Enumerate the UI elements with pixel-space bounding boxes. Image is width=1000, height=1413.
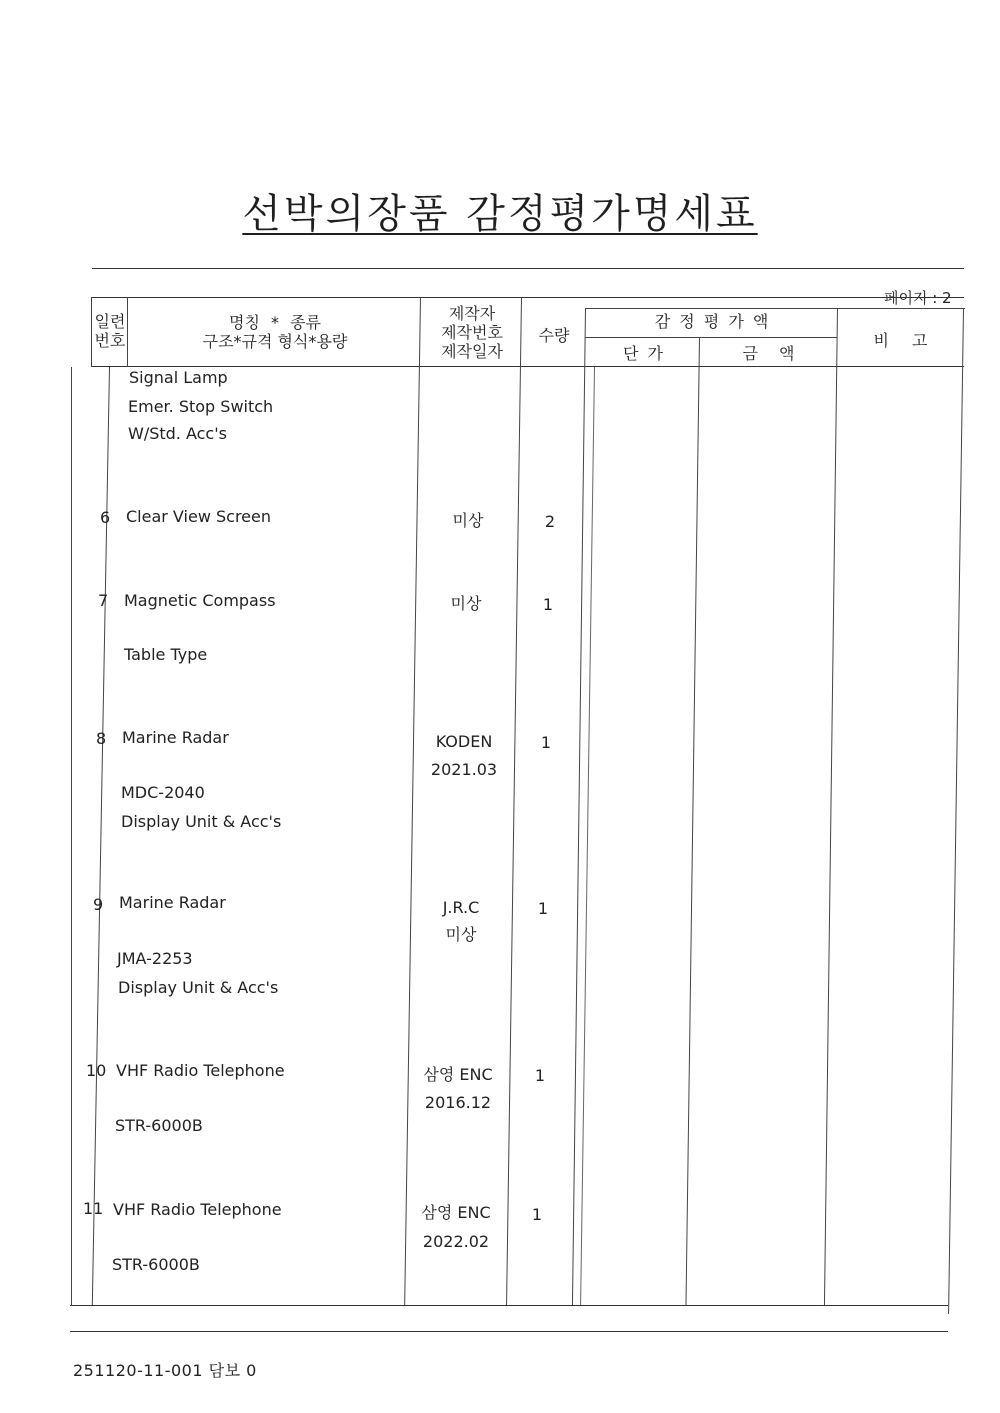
header-serial-number: 일련 번호 [94, 312, 126, 350]
row-number: 6 [100, 508, 111, 527]
item-quantity: 1 [534, 1066, 546, 1085]
appraisal-top-border [585, 308, 965, 309]
header-remarks: 비 고 [873, 331, 928, 350]
item-date: 2022.02 [422, 1232, 490, 1251]
table-left-border [71, 367, 72, 1305]
row-number: 9 [93, 895, 104, 914]
item-spec: JMA-2253 [117, 949, 193, 968]
item-date: 2021.03 [430, 760, 498, 779]
item-spec: MDC-2040 [121, 783, 205, 802]
header-unit-price: 단 가 [623, 344, 663, 363]
top-rule [92, 268, 964, 269]
col-unit-divider [685, 337, 700, 1305]
item-maker: J.R.C [442, 898, 480, 917]
item-maker: 삼영 ENC [423, 1065, 493, 1084]
item-quantity: 1 [537, 899, 549, 918]
header-name: 명칭 * 종류 구조*규격 형식*용량 [202, 313, 348, 351]
item-name: VHF Radio Telephone [113, 1200, 282, 1219]
item-name: VHF Radio Telephone [116, 1061, 285, 1080]
row-number: 8 [96, 729, 107, 748]
item-spec: Display Unit & Acc's [118, 978, 279, 997]
col-qty-divider [572, 308, 586, 1305]
item-spec: Table Type [124, 645, 208, 664]
item-name: Marine Radar [119, 893, 226, 912]
carryover-line: W/Std. Acc's [128, 424, 227, 443]
header-appraisal: 감 정 평 가 액 [654, 312, 769, 331]
page-label: 페이지 : 2 [884, 289, 952, 307]
row-number: 7 [98, 591, 109, 610]
item-maker: 삼영 ENC [421, 1203, 491, 1222]
table-bottom-border [70, 1305, 948, 1306]
header-maker: 제작자 제작번호 제작일자 [441, 304, 503, 361]
carryover-line: Signal Lamp [129, 368, 228, 387]
item-maker: 미상 [452, 511, 484, 530]
col-maker-divider [506, 297, 522, 1305]
item-spec: Display Unit & Acc's [121, 812, 282, 831]
item-quantity: 1 [542, 595, 554, 614]
item-date: 2016.12 [424, 1093, 492, 1112]
item-date: 미상 [445, 925, 477, 944]
item-spec: STR-6000B [115, 1116, 203, 1135]
document-footer-code: 251120-11-001 담보 0 [73, 1361, 257, 1380]
row-number: 11 [83, 1199, 104, 1218]
table-top-border [92, 297, 964, 298]
appraisal-sub-border [585, 337, 837, 338]
item-quantity: 2 [544, 512, 556, 531]
footer-rule [70, 1331, 948, 1332]
item-name: Marine Radar [122, 728, 229, 747]
item-maker: KODEN [435, 732, 493, 751]
item-spec: STR-6000B [112, 1255, 200, 1274]
col-amount-divider [824, 308, 838, 1305]
item-name: Clear View Screen [126, 507, 271, 526]
item-maker: 미상 [450, 594, 482, 613]
item-quantity: 1 [540, 733, 552, 752]
item-quantity: 1 [531, 1205, 543, 1224]
item-name: Magnetic Compass [124, 591, 276, 610]
carryover-line: Emer. Stop Switch [128, 397, 274, 416]
table-right-border [948, 308, 964, 1314]
header-amount: 금 액 [742, 344, 795, 363]
document-title: 선박의장품 감정평가명세표 [242, 191, 758, 237]
col-name-divider [404, 297, 421, 1305]
row-number: 10 [86, 1061, 107, 1080]
header-quantity: 수량 [538, 326, 570, 345]
